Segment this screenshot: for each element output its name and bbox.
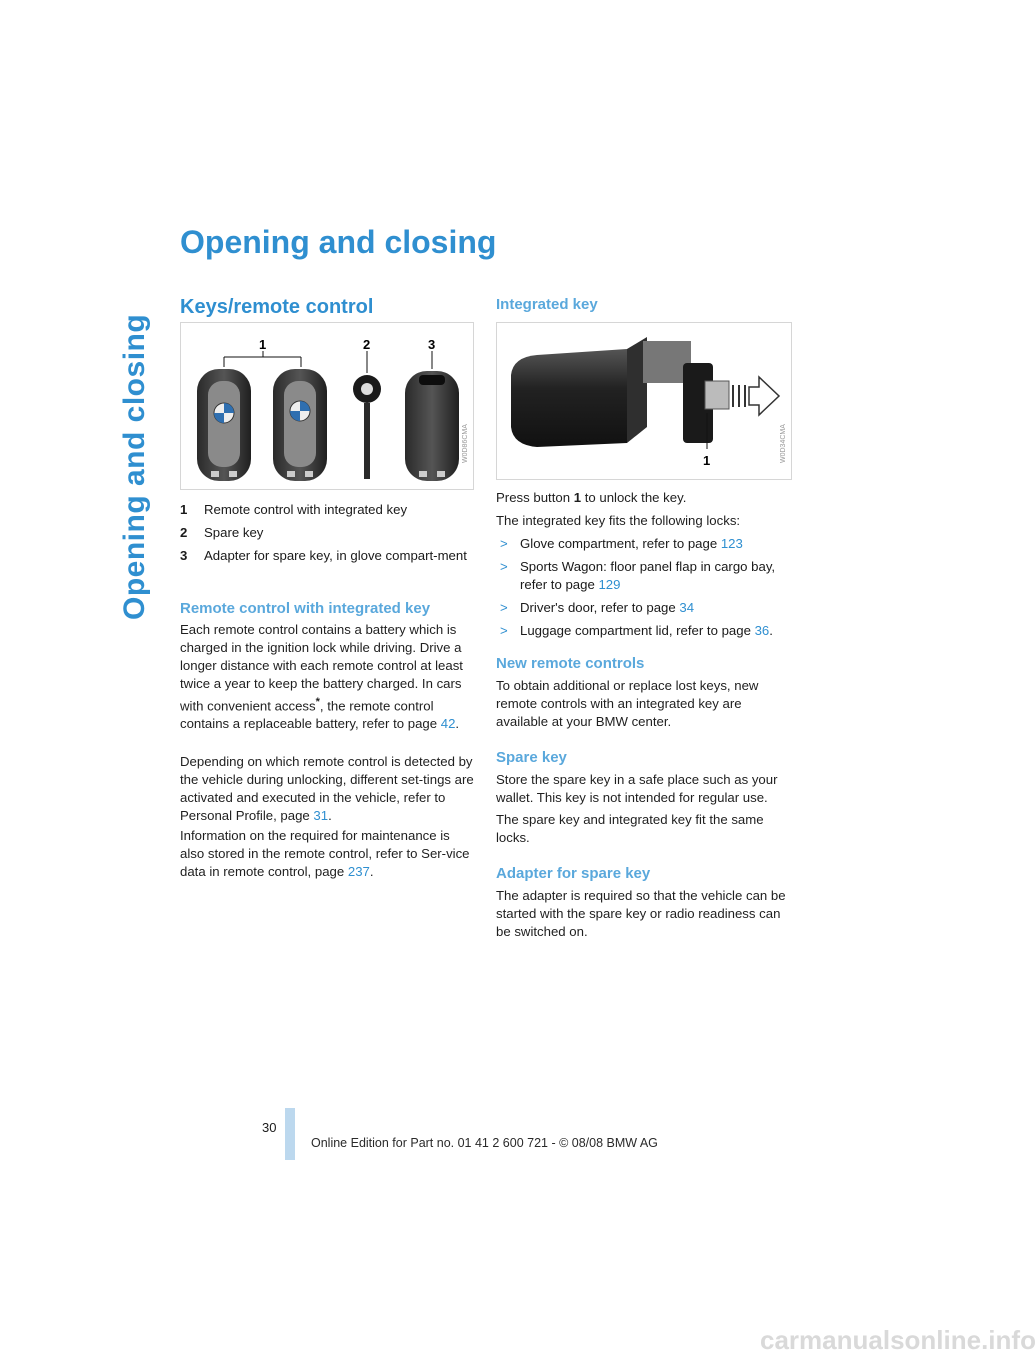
footer-edition: Online Edition for Part no. 01 41 2 600 721 - © 08/08 BMW AG — [311, 1136, 658, 1150]
page-link-31[interactable]: 31 — [313, 808, 329, 823]
legend-text: Adapter for spare key, in glove compart-ment — [204, 548, 467, 563]
list-item — [496, 558, 792, 594]
lock-text: Luggage compartment lid, refer to page — [520, 623, 755, 638]
list-item — [496, 535, 792, 553]
page-link-36[interactable]: 36 — [754, 623, 770, 638]
battery-text: Each remote control contains a battery which is charged in the ignition lock while driving. Drive a longer distance with each remote control at least twice a year to keep the battery charged. In cars with convenient access — [180, 622, 463, 714]
lock-text: Driver's door, refer to page — [520, 600, 680, 615]
new-remote-heading: New remote controls — [496, 655, 645, 672]
bullet-marker: > — [500, 623, 508, 638]
press-text: Press button — [496, 490, 574, 505]
page-link-123[interactable]: 123 — [720, 536, 743, 551]
section-side-tab-label: Opening and closing — [118, 313, 151, 620]
adapter-heading: Adapter for spare key — [496, 865, 651, 882]
battery-paragraph — [180, 621, 474, 733]
remote-fob-front — [197, 369, 251, 481]
spare-key-adapter — [405, 371, 459, 481]
callout-1: 1 — [259, 337, 267, 352]
period: . — [455, 716, 460, 732]
maintenance-text: Information on the required for maintenance is also stored in the remote control, refer to Ser-vice data in remote control, page — [180, 828, 470, 879]
press-text-cont: to unlock the key. — [581, 490, 687, 505]
spare-key-paragraph-1: Store the spare key in a safe place such as your wallet. This key is not intended for regular use. — [496, 772, 778, 805]
watermark: carmanualsonline.info — [760, 1325, 1036, 1355]
legend-item — [180, 524, 472, 542]
legend-text: Remote control with integrated key — [204, 502, 408, 517]
remote-integrated-key-heading: Remote control with integrated key — [180, 600, 431, 617]
maintenance-paragraph — [180, 827, 474, 881]
integrated-key-illustration — [497, 323, 791, 479]
button-number: 1 — [573, 490, 582, 505]
page-link-34[interactable]: 34 — [679, 600, 695, 615]
profile-paragraph — [180, 753, 474, 825]
new-remote-paragraph: To obtain additional or replace lost keys, new remote controls with an integrated key are available at your BMW center. — [496, 678, 759, 729]
profile-text: Depending on which remote control is detected by the vehicle during unlocking, different set-tings are activated and executed in the vehicle, refer to Personal Profile, page — [180, 754, 474, 823]
period: . — [769, 623, 773, 638]
bullet-marker: > — [500, 559, 508, 574]
legend-num: 2 — [180, 525, 188, 540]
keys-remote-heading: Keys/remote control — [180, 296, 374, 318]
spare-key-paragraph-2: The spare key and integrated key fit the same locks. — [496, 812, 764, 845]
spare-key — [353, 375, 381, 479]
callout-2: 2 — [363, 337, 371, 352]
keys-legend — [180, 501, 472, 570]
callout-3: 3 — [428, 337, 436, 352]
legend-num: 1 — [180, 502, 188, 517]
press-button-paragraph — [496, 489, 792, 507]
list-item — [496, 599, 792, 617]
option-star: * — [315, 696, 320, 708]
adapter-paragraph: The adapter is required so that the vehicle can be started with the spare key or radio readiness can be switched on. — [496, 888, 786, 939]
legend-num: 3 — [180, 548, 188, 563]
keys-figure — [180, 322, 474, 490]
callout-1: 1 — [703, 453, 711, 468]
keys-illustration — [181, 323, 473, 489]
bullet-marker: > — [500, 600, 508, 615]
legend-item — [180, 501, 472, 519]
spare-key-heading: Spare key — [496, 749, 567, 766]
integrated-key-figure — [496, 322, 792, 480]
locks-intro: The integrated key fits the following locks: — [496, 513, 741, 528]
bullet-marker: > — [500, 536, 508, 551]
page-number: 30 — [262, 1120, 277, 1135]
page-title: Opening and closing — [180, 224, 497, 260]
period: . — [328, 808, 332, 823]
list-item — [496, 622, 792, 640]
footer-bar — [285, 1108, 295, 1160]
figure-code: W0D34CMA — [780, 424, 787, 463]
legend-text: Spare key — [204, 525, 264, 540]
page-link-237[interactable]: 237 — [347, 864, 370, 879]
lock-text: Glove compartment, refer to page — [520, 536, 721, 551]
page-link-42[interactable]: 42 — [440, 716, 456, 732]
legend-item — [180, 547, 472, 565]
figure-code: W0D86CMA — [462, 424, 469, 463]
period: . — [369, 864, 374, 879]
page-link-129[interactable]: 129 — [598, 577, 621, 592]
battery-text-cont: , the remote control contains a replaceable battery, refer to page — [180, 698, 441, 732]
lock-text: Sports Wagon: floor panel flap in cargo bay, refer to page — [520, 559, 776, 592]
locks-list — [496, 535, 792, 645]
remote-fob-angled — [273, 369, 327, 481]
integrated-key-heading: Integrated key — [496, 296, 598, 313]
section-side-tab — [80, 230, 160, 630]
